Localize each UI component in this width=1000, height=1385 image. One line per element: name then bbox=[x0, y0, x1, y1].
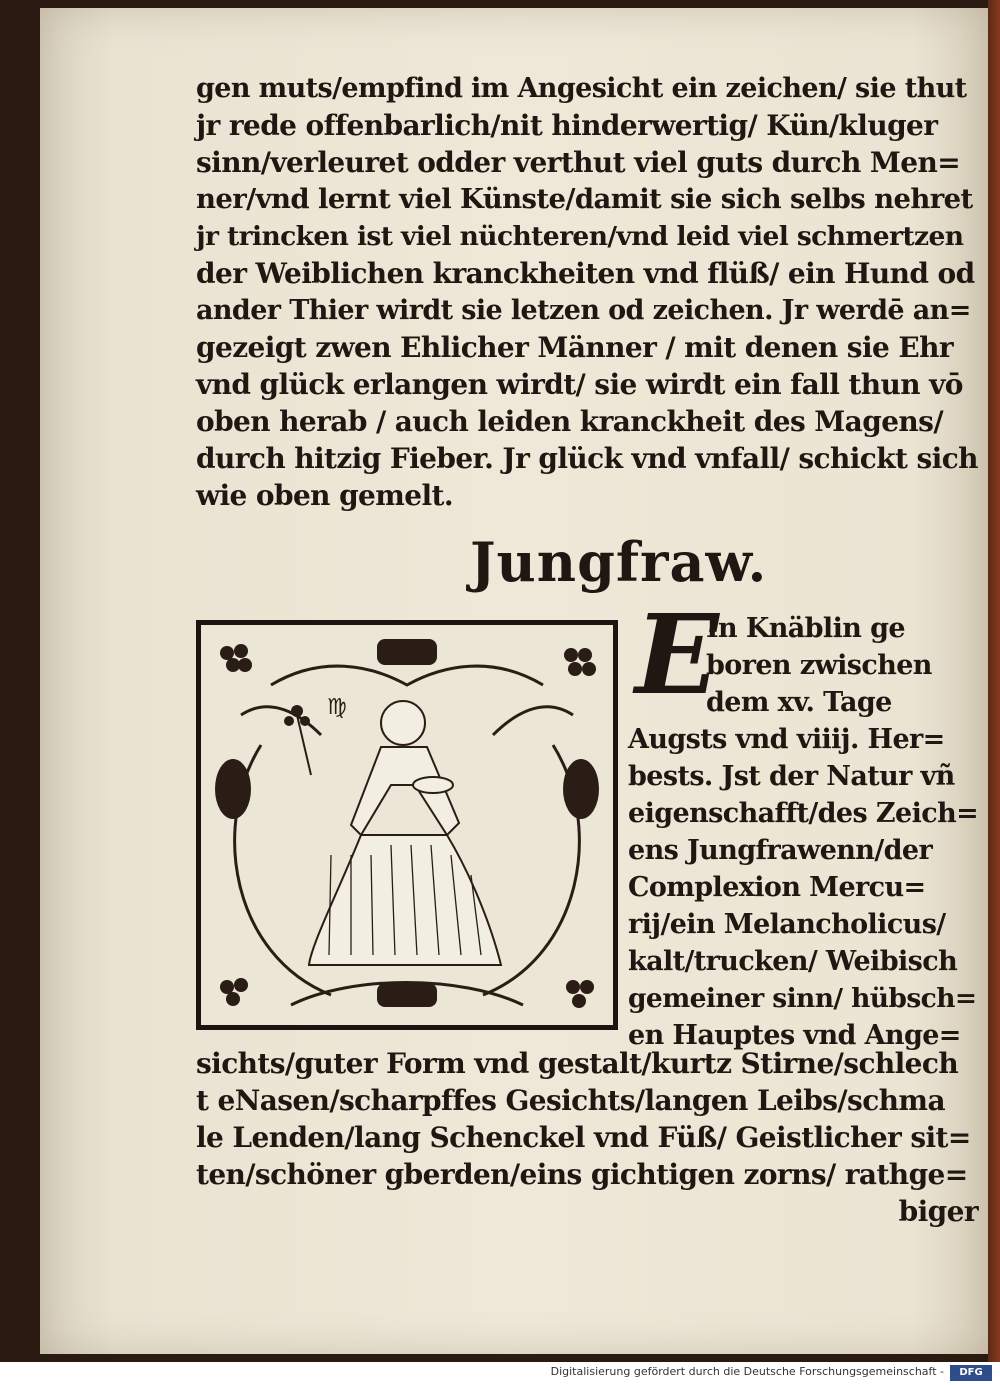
text-line: In Knäblin ge bbox=[706, 613, 905, 644]
dfg-logo: DFG bbox=[950, 1365, 992, 1381]
text-line: t eNasen/scharpffes Gesichts/langen Leibs/schma bbox=[196, 1084, 945, 1117]
text-line: oben herab / auch leiden kranckheit des Magens/ bbox=[196, 405, 943, 438]
funding-credit: Digitalisierung gefördert durch die Deutsche Forschungsgemeinschaft - bbox=[550, 1365, 944, 1378]
text-line: durch hitzig Fieber. Jr glück vnd vnfall/ schickt sich bbox=[196, 442, 978, 475]
section-heading: Jungfraw. bbox=[470, 530, 768, 594]
text-line: Augsts vnd viiij. Her= bbox=[628, 724, 945, 755]
text-line: jr trincken ist viel nüchteren/vnd leid viel schmertzen bbox=[196, 221, 964, 252]
text-line: gemeiner sinn/ hübsch= bbox=[628, 983, 977, 1014]
text-line: der Weiblichen kranckheiten vnd flüß/ ein Hund od bbox=[196, 257, 975, 290]
footer-bar bbox=[0, 1362, 1000, 1385]
text-line: sichts/guter Form vnd gestalt/kurtz Stirne/schlech bbox=[196, 1047, 959, 1080]
text-line: vnd glück erlangen wirdt/ sie wirdt ein fall thun vō bbox=[196, 368, 963, 401]
text-line: ander Thier wirdt sie letzen od zeichen. Jr werdē an= bbox=[196, 295, 971, 326]
text-line: ten/schöner gberden/eins gichtigen zorns/ rathge= bbox=[196, 1158, 968, 1191]
text-line: boren zwischen bbox=[706, 650, 932, 681]
text-line: dem xv. Tage bbox=[706, 687, 892, 718]
text-line: jr rede offenbarlich/nit hinderwertig/ Kün/kluger bbox=[196, 109, 938, 142]
text-line: en Hauptes vnd Ange= bbox=[628, 1020, 961, 1051]
text-line: wie oben gemelt. bbox=[196, 479, 454, 512]
decorated-initial: E bbox=[635, 590, 719, 719]
text-line: le Lenden/lang Schenckel vnd Füß/ Geistlicher sit= bbox=[196, 1121, 971, 1154]
virgo-woodcut-illustration bbox=[196, 620, 618, 1030]
text-line: bests. Jst der Natur vñ bbox=[628, 761, 955, 792]
text-line: sinn/verleuret odder verthut viel guts durch Men= bbox=[196, 146, 961, 179]
body-text-top bbox=[196, 70, 978, 514]
text-line: gezeigt zwen Ehlicher Männer / mit denen sie Ehr bbox=[196, 331, 953, 364]
virgo-sign-icon: ♍ bbox=[327, 695, 347, 720]
body-text-bottom bbox=[196, 1045, 978, 1230]
text-line: ens Jungfrawenn/der bbox=[628, 835, 933, 866]
catchword: biger bbox=[898, 1195, 978, 1228]
woodcut-graphic bbox=[201, 625, 613, 1025]
body-text-beside-image bbox=[628, 610, 979, 1054]
text-line: gen muts/empfind im Angesicht ein zeichen/ sie thut bbox=[196, 73, 967, 104]
text-line: eigenschafft/des Zeich= bbox=[628, 798, 979, 829]
book-edge bbox=[988, 0, 1000, 1362]
text-line: ner/vnd lernt viel Künste/damit sie sich selbs nehret bbox=[196, 183, 973, 215]
text-line: rij/ein Melancholicus/ bbox=[628, 909, 946, 940]
text-line: Complexion Mercu= bbox=[628, 872, 926, 903]
text-line: kalt/trucken/ Weibisch bbox=[628, 946, 958, 977]
